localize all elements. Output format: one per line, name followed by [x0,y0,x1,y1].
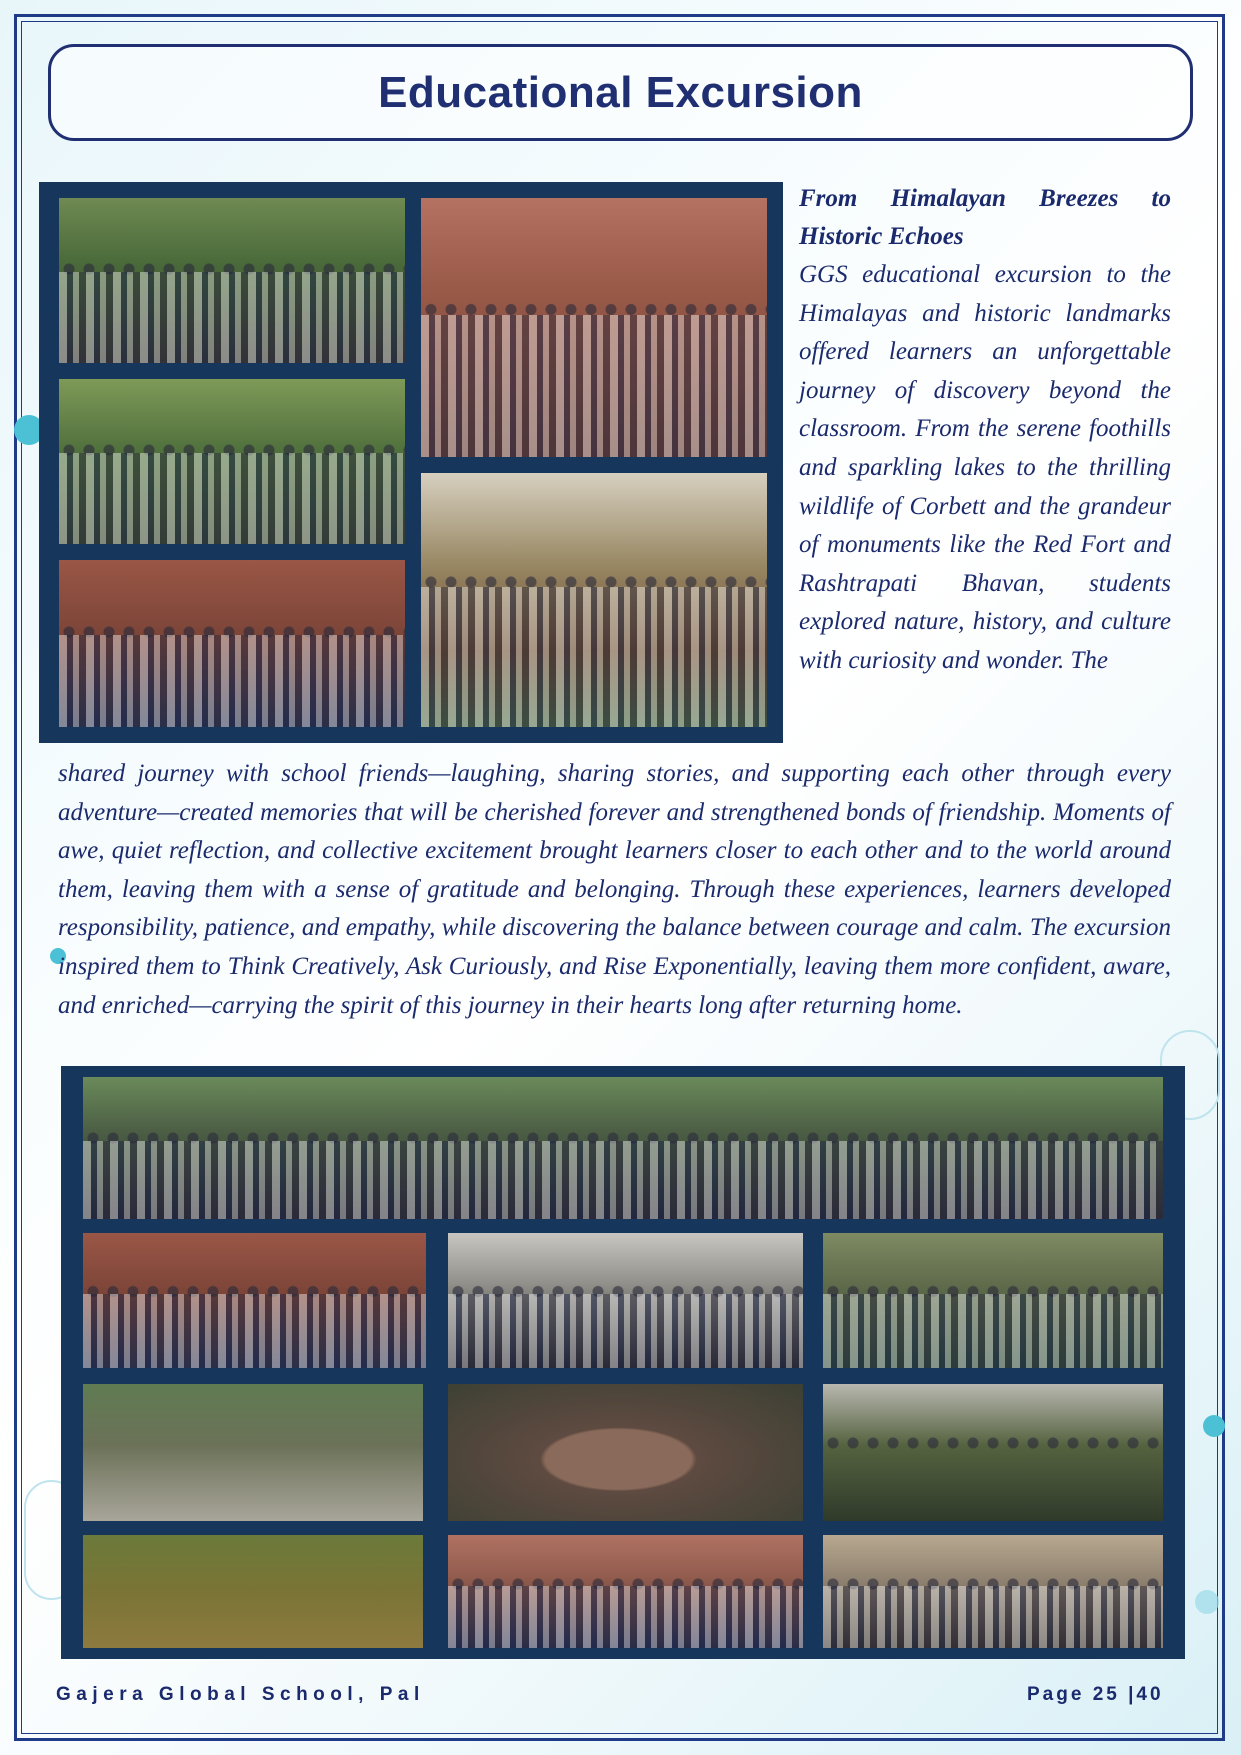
title-banner [48,44,1193,141]
photo-lake-group [83,1077,1163,1219]
photo-students-jeeps [823,1384,1163,1521]
photo-jeep-river-bed [83,1384,423,1521]
story-heading: From Himalayan Breezes to Historic Echoes [799,185,1171,250]
photo-red-arches-group-wide [83,1233,426,1368]
photo-elephant [448,1384,803,1521]
photo-assembly-hall [421,473,767,727]
photo-red-arches-group [59,560,405,727]
photo-safari-jeep-students [823,1233,1163,1368]
story-body-side: GGS educational excursion to the Himalayas and historic landmarks offered learners an unforgettable journey of discovery beyond the classroom. From the serene foothills and sparkling lakes to the thrilling wildlife of Corbett and the grandeur of monuments like the Red Fort and Rashtrapati Bhavan, students explored nature, history, and culture with curiosity and wonder. The [799,261,1171,674]
footer-school-name: Gajera Global School, Pal [56,1684,425,1705]
decor-dot [1195,1590,1219,1614]
photo-india-gate-group [448,1233,803,1368]
photo-group-sandstone-building [421,198,767,457]
bottom-photo-collage [61,1066,1185,1659]
photo-group-garden-arch [59,379,405,544]
footer-page-number: Page 25 |40 [1027,1684,1164,1705]
page-title: Educational Excursion [378,67,863,117]
photo-students-garden [59,198,405,363]
photo-rotunda-hall [823,1535,1163,1648]
top-photo-collage [39,182,783,743]
photo-spotted-deer [83,1535,423,1648]
decor-dot [1203,1415,1225,1437]
story-body-full: shared journey with school friends—laughing, sharing stories, and supporting each other through every adventure—created memories that will be cherished forever and strengthened bonds of friendship. Moments of awe, quiet reflection, and collective excitement brought learners closer to each other and to the world around them, leaving them with a sense of gratitude and belonging. Through these experiences, learners developed responsibility, patience, and empathy, while discovering the balance between courage and calm. The excursion inspired them to Think Creatively, Ask Curiously, and Rise Exponentially, leaving them more confident, aware, and enriched—carrying the spirit of this journey in their hearts long after returning home. [58,760,1171,1019]
photo-parliament-group [448,1535,803,1648]
